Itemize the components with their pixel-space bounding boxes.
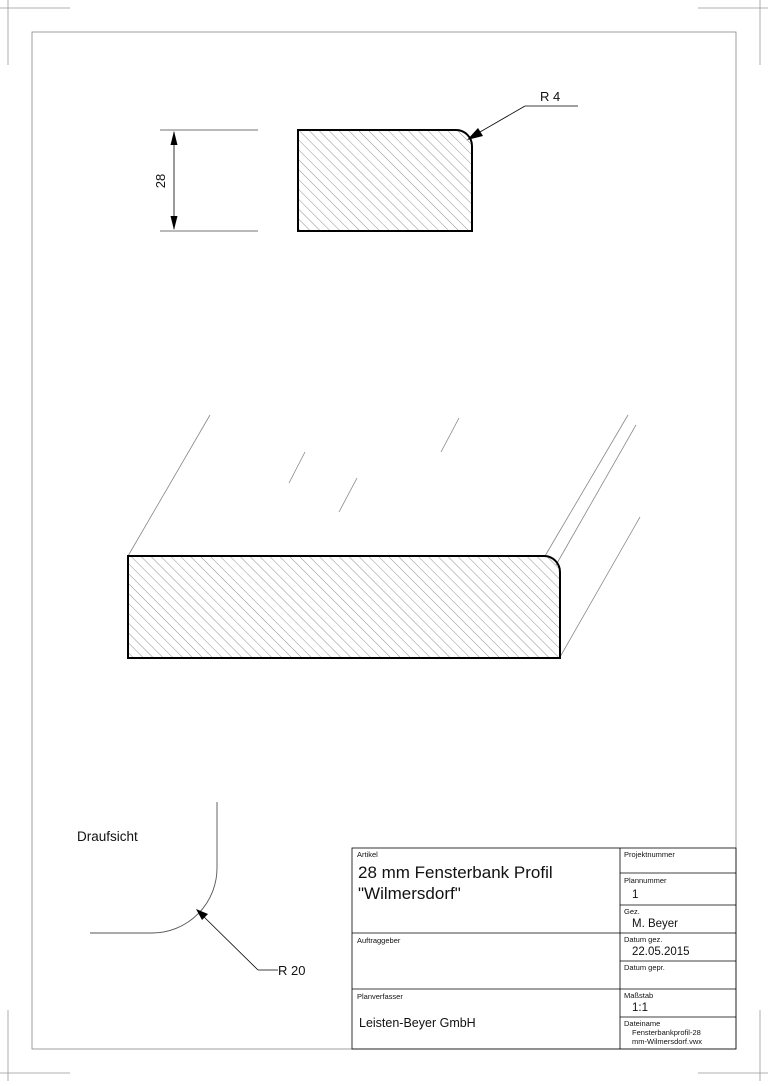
leader-r4 bbox=[480, 106, 525, 132]
top-view bbox=[77, 802, 305, 978]
top-view-corner bbox=[90, 802, 217, 933]
dateiname-line2: mm-Wilmersdorf.vwx bbox=[632, 1037, 702, 1046]
dateiname-label: Dateiname bbox=[624, 1019, 661, 1028]
perspective-front-face bbox=[128, 556, 560, 658]
dim-height-text: 28 bbox=[153, 173, 168, 189]
massstab-label: Maßstab bbox=[624, 991, 654, 1000]
radius-large-label: R 20 bbox=[278, 963, 306, 978]
gez-value: M. Beyer bbox=[632, 918, 679, 930]
massstab-value: 1:1 bbox=[632, 1002, 648, 1014]
gez-label: Gez. bbox=[624, 907, 640, 916]
artikel-title-line1: 28 mm Fensterbank Profil bbox=[358, 863, 553, 882]
section-profile bbox=[298, 130, 472, 231]
datum-gez-label: Datum gez. bbox=[624, 935, 663, 944]
cross-section-view bbox=[153, 89, 578, 231]
dateiname-line1: Fensterbankprofil-28 bbox=[632, 1028, 701, 1037]
leader-r4-arrow bbox=[467, 128, 483, 140]
datum-gepr-label: Datum gepr. bbox=[624, 963, 665, 972]
dim-arrow-up bbox=[171, 131, 178, 145]
planverfasser-label: Planverfasser bbox=[357, 992, 403, 1001]
planverfasser-value: Leisten-Beyer GmbH bbox=[359, 1016, 476, 1030]
datum-gez-value: 22.05.2015 bbox=[632, 946, 690, 958]
auftraggeber-label: Auftraggeber bbox=[357, 936, 401, 945]
plannummer-value: 1 bbox=[632, 889, 639, 901]
top-view-label: Draufsicht bbox=[77, 829, 138, 844]
artikel-title-line2: "Wilmersdorf" bbox=[358, 884, 461, 903]
plannummer-label: Plannummer bbox=[624, 876, 667, 885]
leader-r20 bbox=[200, 913, 258, 970]
perspective-view bbox=[128, 415, 640, 658]
artikel-label: Artikel bbox=[357, 850, 378, 859]
projektnummer-label: Projektnummer bbox=[624, 850, 675, 859]
radius-small-label: R 4 bbox=[540, 89, 561, 104]
dim-arrow-down bbox=[171, 216, 178, 230]
